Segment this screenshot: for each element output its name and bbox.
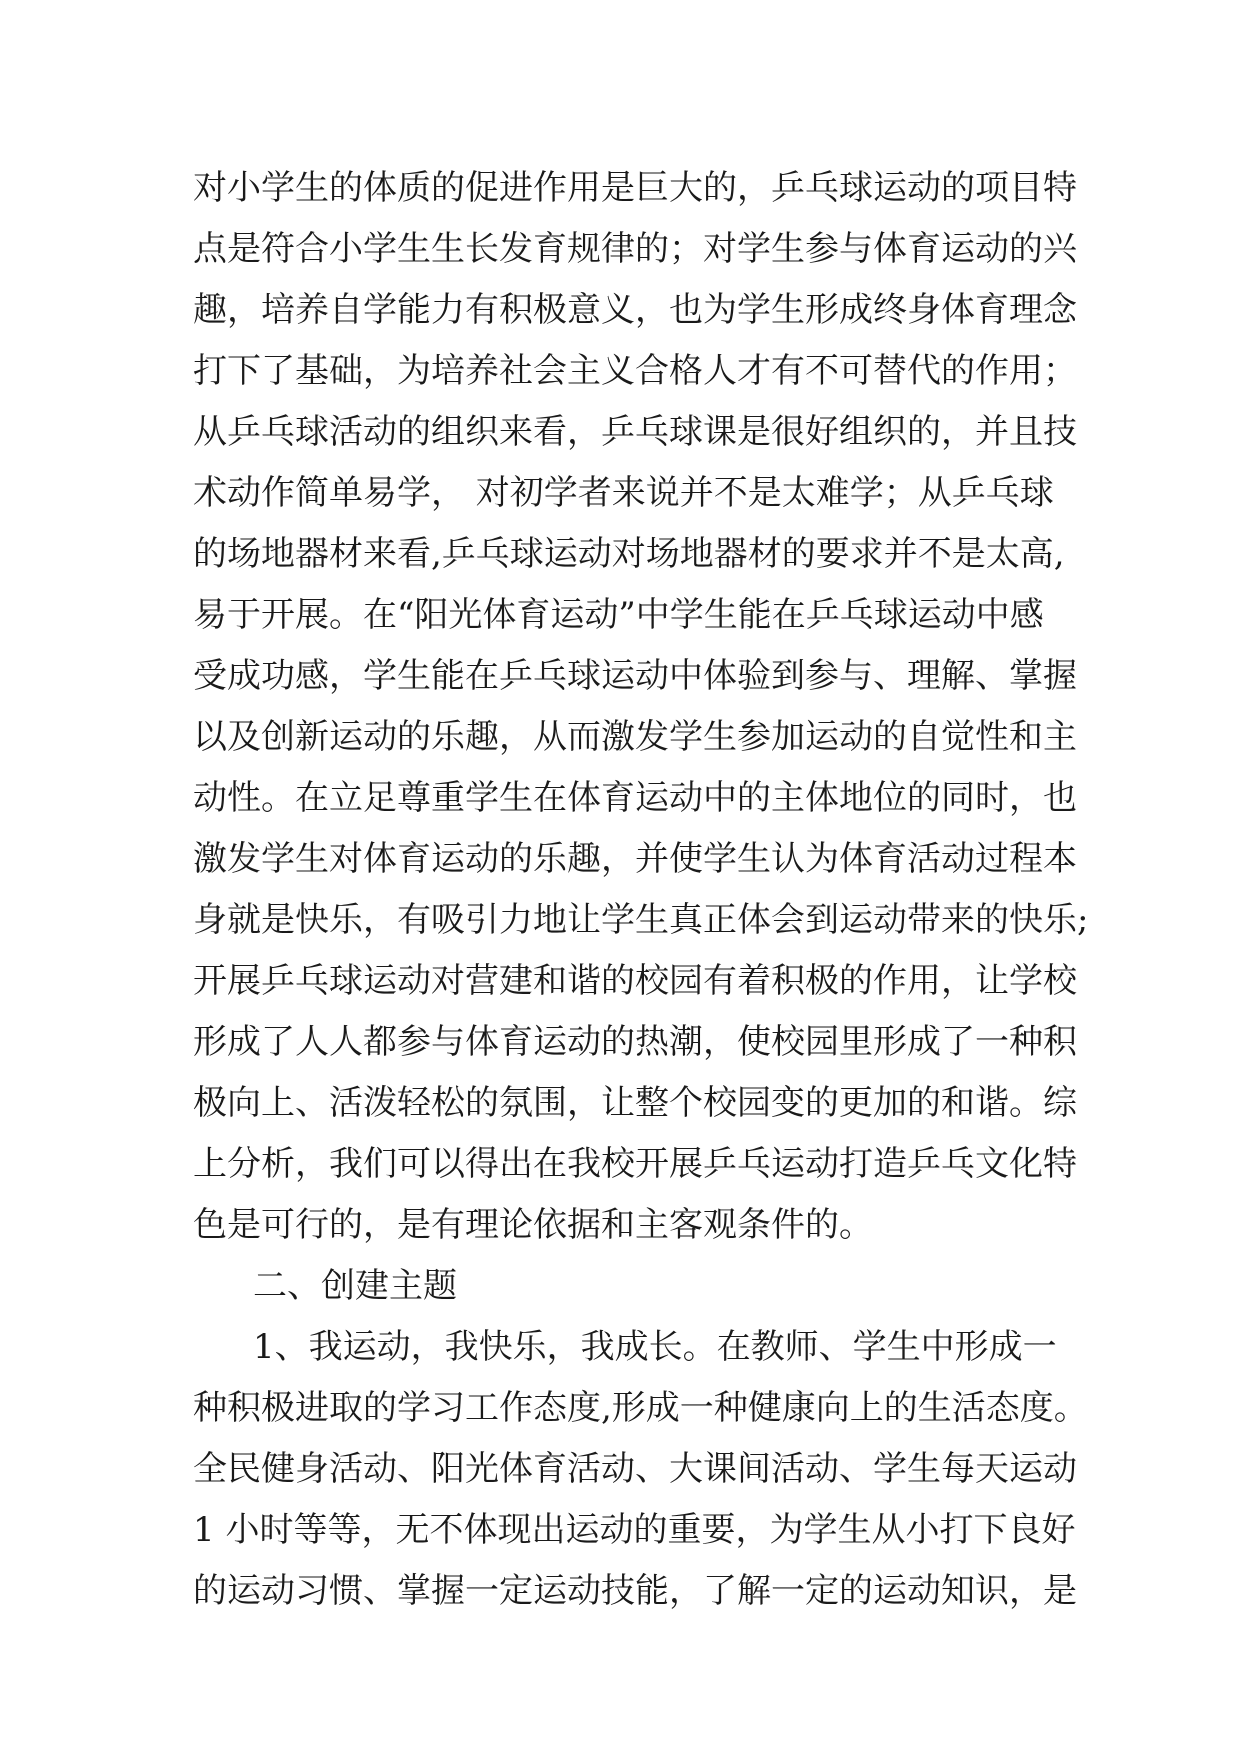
text-line: 的运动习惯、掌握一定运动技能，了解一定的运动知识，是 bbox=[193, 1571, 1077, 1611]
text-line: 1 小时等等，无不体现出运动的重要，为学生从小打下良好 bbox=[193, 1510, 1076, 1550]
text-line: 术动作简单易学， 对初学者来说并不是太难学；从乒乓球 bbox=[193, 473, 1054, 513]
text-line: 以及创新运动的乐趣，从而激发学生参加运动的自觉性和主 bbox=[193, 717, 1077, 757]
text-line: 1、我运动，我快乐，我成长。在教师、学生中形成一 bbox=[253, 1327, 1057, 1367]
body-text bbox=[193, 158, 1089, 1622]
text-line: 点是符合小学生生长发育规律的；对学生参与体育运动的兴 bbox=[193, 229, 1077, 269]
text-line: 对小学生的体质的促进作用是巨大的，乒乓球运动的项目特 bbox=[193, 168, 1077, 208]
text-line: 开展乒乓球运动对营建和谐的校园有着积极的作用，让学校 bbox=[193, 961, 1077, 1001]
text-line: 从乒乓球活动的组织来看，乒乓球课是很好组织的，并且技 bbox=[193, 412, 1077, 452]
text-line: 动性。在立足尊重学生在体育运动中的主体地位的同时，也 bbox=[193, 778, 1077, 818]
text-line: 易于开展。在“阳光体育运动”中学生能在乒乓球运动中感 bbox=[193, 595, 1044, 635]
text-line: 的场地器材来看,乒乓球运动对场地器材的要求并不是太高, bbox=[193, 534, 1065, 574]
text-line: 种积极进取的学习工作态度,形成一种健康向上的生活态度。 bbox=[193, 1388, 1088, 1428]
section-heading: 二、创建主题 bbox=[253, 1266, 457, 1306]
text-line: 身就是快乐，有吸引力地让学生真正体会到运动带来的快乐; bbox=[193, 900, 1089, 940]
text-line: 极向上、活泼轻松的氛围，让整个校园变的更加的和谐。综 bbox=[193, 1083, 1077, 1123]
text-line: 打下了基础，为培养社会主义合格人才有不可替代的作用； bbox=[193, 351, 1077, 391]
text-line: 形成了人人都参与体育运动的热潮，使校园里形成了一种积 bbox=[193, 1022, 1077, 1062]
text-line: 上分析，我们可以得出在我校开展乒乓运动打造乒乓文化特 bbox=[193, 1144, 1077, 1184]
text-line: 受成功感，学生能在乒乓球运动中体验到参与、理解、掌握 bbox=[193, 656, 1077, 696]
text-line: 激发学生对体育运动的乐趣，并使学生认为体育活动过程本 bbox=[193, 839, 1077, 879]
text-line: 色是可行的，是有理论依据和主客观条件的。 bbox=[193, 1205, 873, 1245]
text-line: 全民健身活动、阳光体育活动、大课间活动、学生每天运动 bbox=[193, 1449, 1077, 1489]
text-line: 趣，培养自学能力有积极意义，也为学生形成终身体育理念 bbox=[193, 290, 1077, 330]
